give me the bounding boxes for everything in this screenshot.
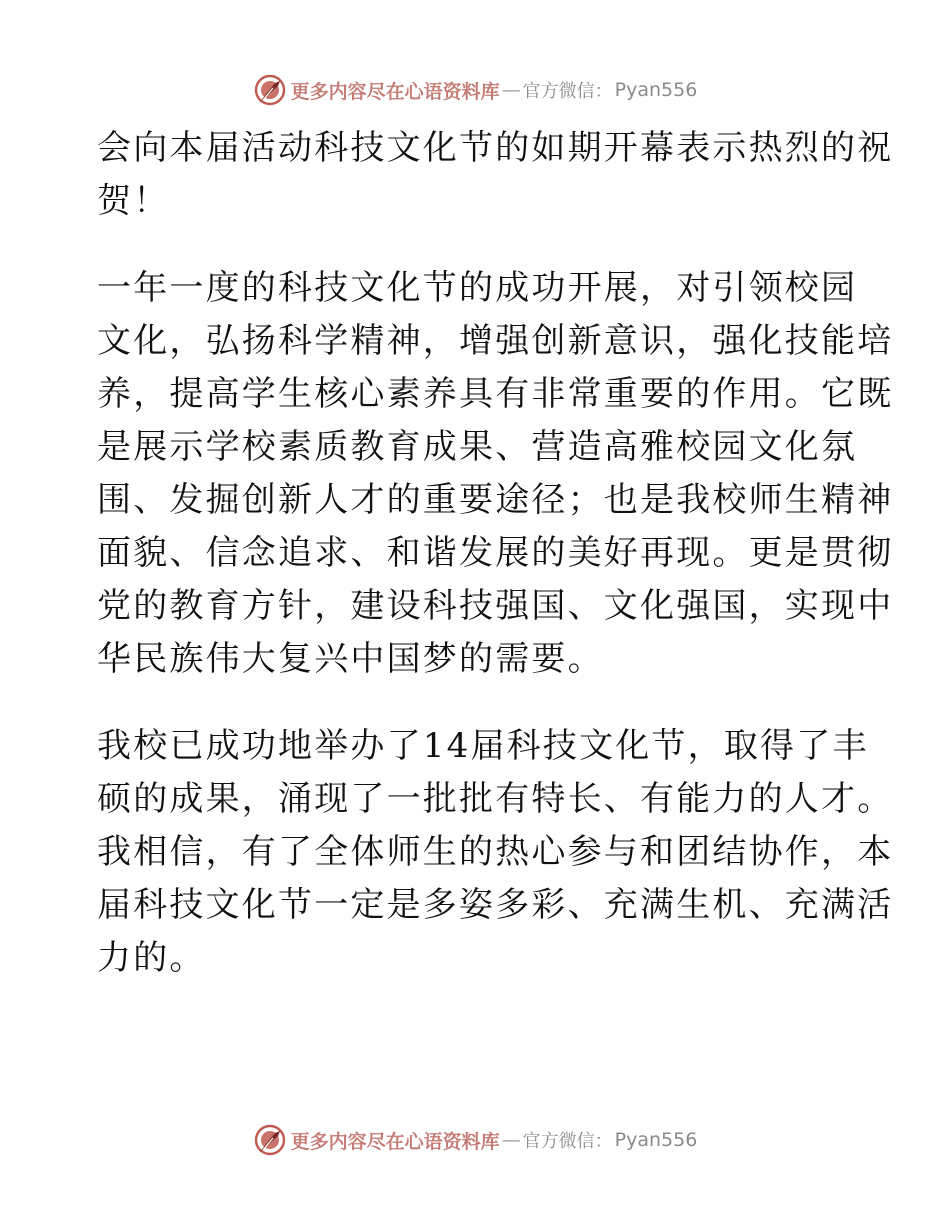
text-line: 华民族伟大复兴中国梦的需要。 [97,639,604,679]
text-line: 我相信，有了全体师生的热心参与和团结协作，本 [97,832,894,872]
text-line: 力的。 [97,938,206,978]
document-body [97,122,894,985]
quill-pen-circle-icon [253,73,287,107]
banner-wechat-label: 官方微信： [522,1131,613,1152]
banner-wechat-id: Pyan556 [614,1129,698,1151]
text-line: 硕的成果，涌现了一批批有特长、有能力的人才。 [97,779,894,819]
banner-dash: — [501,1129,521,1151]
paragraph-3 [97,720,894,985]
text-line: 一年一度的科技文化节的成功开展，对引领校园 [97,268,858,308]
text-line: 会向本届活动科技文化节的如期开幕表示热烈的祝 [97,128,894,168]
banner-title: 更多内容尽在心语资料库 [290,80,500,103]
footer-banner [0,1123,950,1157]
paragraph-1 [97,122,894,228]
header-banner [0,73,950,107]
text-line: 面貌、信念追求、和谐发展的美好再现。更是贯彻 [97,533,894,573]
text-line: 党的教育方针，建设科技强国、文化强国，实现中 [97,586,894,626]
text-line: 围、发掘创新人才的重要途径；也是我校师生精神 [97,480,894,520]
text-line: 是展示学校素质教育成果、营造高雅校园文化氛 [97,427,858,467]
text-line: 贺！ [97,181,170,221]
text-line: 文化，弘扬科学精神，增强创新意识，强化技能培 [97,321,894,361]
banner-dash: — [501,79,521,101]
banner-title: 更多内容尽在心语资料库 [290,1130,500,1153]
text-line: 我校已成功地举办了14届科技文化节，取得了丰 [97,726,869,766]
text-line: 养，提高学生核心素养具有非常重要的作用。它既 [97,374,894,414]
paragraph-2 [97,262,894,686]
banner-wechat-label: 官方微信： [522,81,613,102]
quill-pen-circle-icon [253,1123,287,1157]
banner-wechat-id: Pyan556 [614,79,698,101]
text-line: 届科技文化节一定是多姿多彩、充满生机、充满活 [97,885,894,925]
